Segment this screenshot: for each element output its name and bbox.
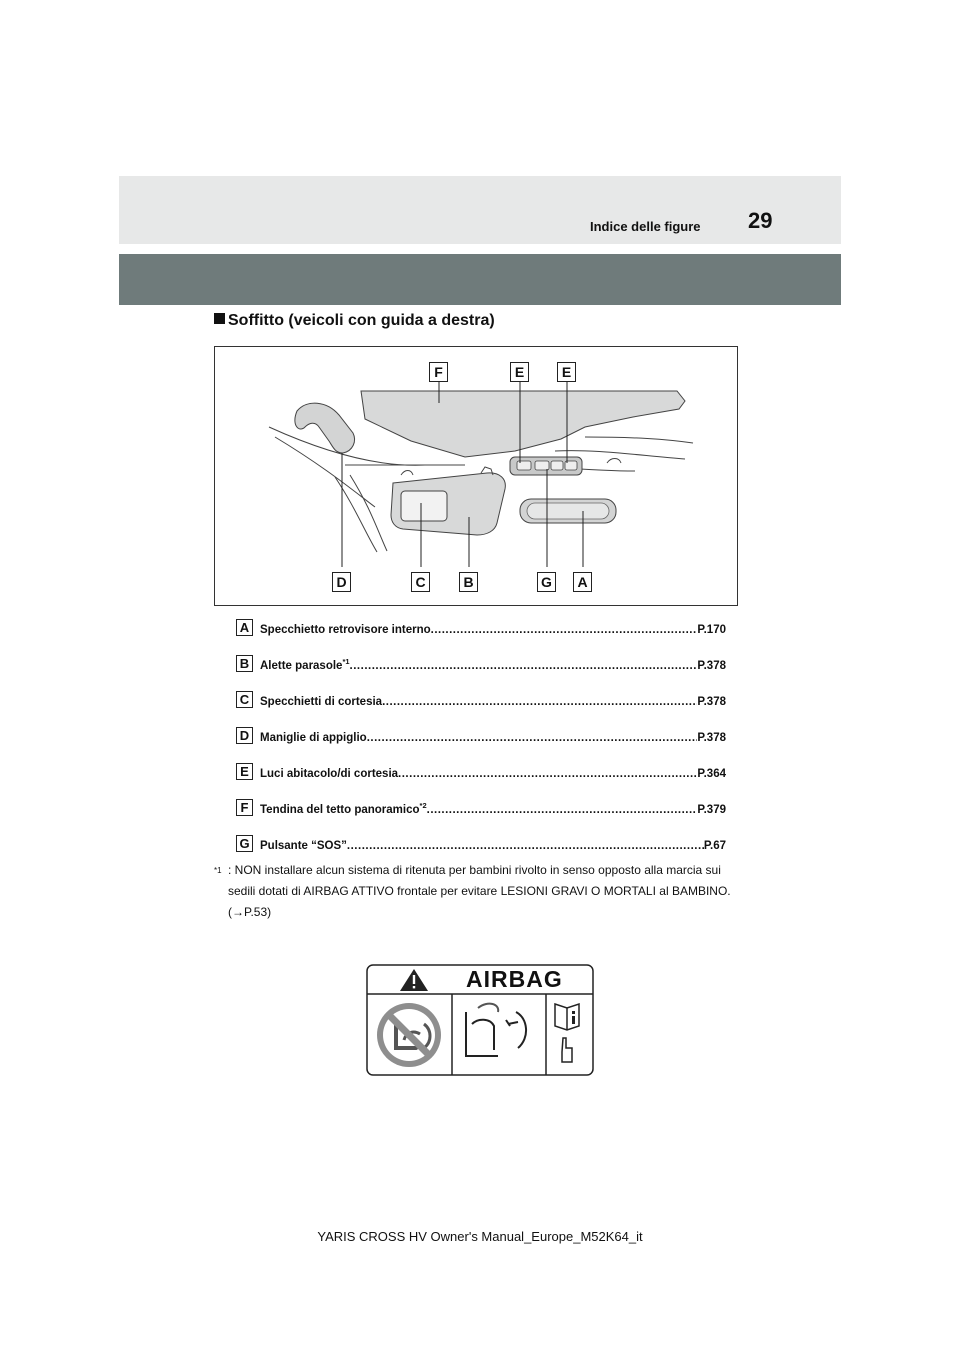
footnote-text: : NON installare alcun sistema di ritenuta per bambini rivolto in senso opposto alla marcia sui sedili dotati di AIRBAG ATTIVO frontale per evitare LESIONI GRAVI O MORTALI al BAMBINO. (→P.53) — [228, 863, 731, 919]
list-item — [236, 725, 726, 761]
item-footnote-mark: *2 — [419, 801, 427, 811]
header-title: Indice delle figure — [590, 219, 701, 234]
page-footer: YARIS CROSS HV Owner's Manual_Europe_M52K64_it — [317, 1229, 643, 1244]
item-letter: B — [236, 655, 253, 672]
callout-g: G — [537, 572, 556, 592]
item-page-ref[interactable]: P.378 — [697, 696, 726, 708]
item-page-ref[interactable]: P.378 — [697, 732, 726, 744]
item-name: Alette parasole — [260, 660, 343, 672]
section-title-text: Soffitto (veicoli con guida a destra) — [228, 312, 495, 329]
item-name: Luci abitacolo/di cortesia — [260, 768, 399, 780]
item-page-ref[interactable]: P.379 — [697, 804, 726, 816]
ceiling-illustration — [214, 346, 738, 606]
ceiling-drawing — [215, 347, 739, 607]
list-item — [236, 761, 726, 797]
item-letter: C — [236, 691, 253, 708]
callout-e-left: E — [510, 362, 529, 382]
list-item — [236, 797, 726, 833]
section-title — [214, 312, 495, 330]
item-page-ref[interactable]: P.67 — [703, 840, 726, 852]
callout-f: F — [429, 362, 448, 382]
header-band — [119, 176, 841, 244]
callout-e-right: E — [557, 362, 576, 382]
item-letter: G — [236, 835, 253, 852]
item-letter: D — [236, 727, 253, 744]
item-name: Specchietti di cortesia — [260, 696, 383, 708]
callout-b: B — [459, 572, 478, 592]
square-bullet-icon — [214, 313, 225, 324]
item-name: Pulsante “SOS” — [260, 840, 347, 852]
footnote — [214, 860, 734, 923]
item-letter: F — [236, 799, 253, 816]
item-letter: A — [236, 619, 253, 636]
callout-d: D — [332, 572, 351, 592]
item-page-ref[interactable]: P.170 — [697, 624, 726, 636]
parts-list — [236, 617, 726, 869]
item-letter: E — [236, 763, 253, 780]
callout-c: C — [411, 572, 430, 592]
item-name: Specchietto retrovisore interno — [260, 624, 431, 636]
item-name: Tendina del tetto panoramico — [260, 804, 420, 816]
list-item — [236, 653, 726, 689]
item-page-ref[interactable]: P.378 — [697, 660, 726, 672]
section-band — [119, 254, 841, 305]
item-page-ref[interactable]: P.364 — [697, 768, 726, 780]
callout-a: A — [573, 572, 592, 592]
item-footnote-mark: *1 — [342, 657, 350, 667]
page-number: 29 — [748, 208, 773, 233]
footnote-mark: *1 — [214, 866, 222, 875]
item-name: Maniglie di appiglio — [260, 732, 367, 744]
list-item — [236, 689, 726, 725]
airbag-label-title: AIRBAG — [466, 966, 563, 992]
list-item — [236, 617, 726, 653]
no-rear-facing-child-seat-icon — [377, 1003, 441, 1067]
